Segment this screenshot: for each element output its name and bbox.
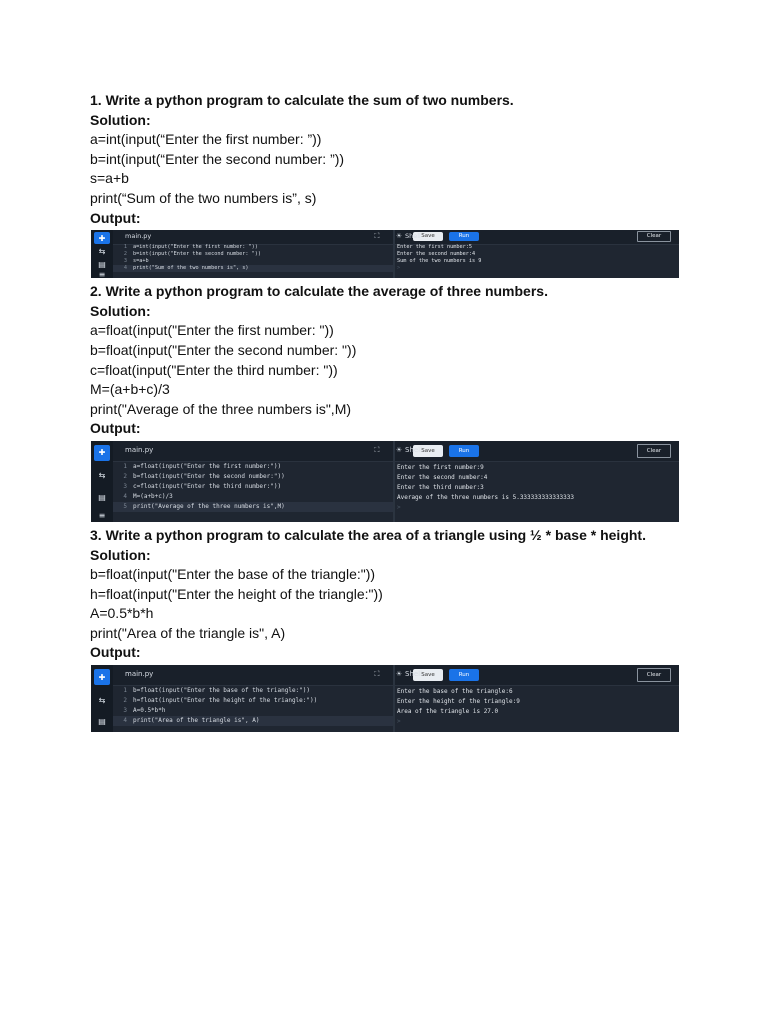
shell-line: Enter the base of the triangle:6: [397, 688, 513, 696]
shell-prompt[interactable]: >: [397, 265, 401, 272]
python-icon[interactable]: ✚: [94, 669, 110, 685]
ide-toolbar: [113, 665, 679, 686]
shell-line: Enter the second number:4: [397, 473, 488, 481]
q2-code-line: print("Average of the three numbers is",M): [90, 400, 352, 417]
menu-icon[interactable]: ≡: [98, 269, 106, 279]
shell-line: Enter the height of the triangle:9: [397, 698, 520, 706]
shell-tab: Shell: [405, 445, 423, 454]
editor-line[interactable]: 2 b=int(input("Enter the second number: ")): [123, 251, 262, 258]
ide-sidebar: [91, 665, 113, 732]
q3-code-line: b=float(input("Enter the base of the triangle:")): [90, 566, 376, 583]
clear-button[interactable]: Clear: [637, 444, 671, 458]
fullscreen-icon[interactable]: ⛶: [374, 670, 380, 679]
q1-solution-label: Solution:: [90, 111, 151, 128]
shell-output[interactable]: [397, 244, 675, 278]
pane-divider[interactable]: [393, 665, 395, 732]
clear-button[interactable]: Clear: [637, 231, 671, 242]
q2-code-line: M=(a+b+c)/3: [90, 381, 170, 398]
editor-line[interactable]: 2 h=float(input("Enter the height of the triangle:")): [123, 697, 318, 705]
editor-line[interactable]: 2 b=float(input("Enter the second number:")): [123, 472, 285, 480]
clear-button[interactable]: Clear: [637, 668, 671, 682]
q1-code-line: a=int(input(“Enter the first number: ”)): [90, 131, 322, 148]
q3-title: 3. Write a python program to calculate the area of a triangle using ½ * base * height.: [90, 526, 646, 543]
ide-sidebar: [91, 230, 113, 278]
shell-line: Average of the three numbers is 5.333333333333333: [397, 493, 575, 501]
editor-line[interactable]: 4 M=(a+b+c)/3: [123, 492, 173, 500]
save-button[interactable]: Save: [413, 445, 443, 457]
run-button[interactable]: Run: [449, 445, 479, 457]
shell-line: Enter the third number:3: [397, 483, 484, 491]
shell-line: Sum of the two numbers is 9: [397, 258, 482, 265]
code-editor[interactable]: [113, 462, 393, 522]
theme-icon[interactable]: ☀: [395, 670, 403, 679]
editor-line[interactable]: 1 a=int(input("Enter the first number: ")): [123, 244, 258, 251]
q2-solution-label: Solution:: [90, 302, 151, 319]
q3-output-label: Output:: [90, 644, 141, 661]
q2-code-line: a=float(input("Enter the first number: ")): [90, 322, 334, 339]
q2-ide-screenshot: [91, 441, 679, 522]
file-tab[interactable]: main.py: [125, 670, 154, 679]
theme-icon[interactable]: ☀: [395, 445, 403, 454]
shell-prompt[interactable]: >: [397, 718, 401, 726]
shell-tab: Shell: [405, 670, 423, 679]
q2-code-line: c=float(input("Enter the third number: ")): [90, 361, 338, 378]
shell-line: Area of the triangle is 27.0: [397, 708, 499, 716]
code-editor[interactable]: [113, 686, 393, 732]
document-page: [90, 91, 690, 732]
pane-divider[interactable]: [393, 230, 395, 278]
shuffle-icon[interactable]: ⇆: [98, 695, 106, 705]
shell-line: Enter the first number:5: [397, 244, 472, 251]
run-button[interactable]: Run: [449, 232, 479, 241]
fullscreen-icon[interactable]: ⛶: [374, 445, 380, 454]
ide-toolbar: [113, 441, 679, 462]
menu-icon[interactable]: ≡: [98, 511, 106, 521]
q3-solution-label: Solution:: [90, 546, 151, 563]
q3-ide-screenshot: [91, 665, 679, 732]
q1-title: 1. Write a python program to calculate the sum of two numbers.: [90, 92, 514, 108]
editor-line[interactable]: 5 print("Average of the three numbers is",M): [113, 502, 393, 512]
pane-divider[interactable]: [393, 441, 395, 522]
editor-line[interactable]: 3 A=0.5*b*h: [123, 707, 166, 715]
save-button[interactable]: Save: [413, 669, 443, 681]
code-editor[interactable]: [113, 244, 393, 278]
q2-code-line: b=float(input("Enter the second number: ")): [90, 341, 357, 358]
editor-line[interactable]: 3 c=float(input("Enter the third number:")): [123, 482, 282, 490]
q3-code-line: print("Area of the triangle is", A): [90, 624, 286, 641]
q1-code-line: b=int(input(“Enter the second number: ”)): [90, 150, 345, 167]
editor-line[interactable]: 4 print("Area of the triangle is", A): [113, 716, 393, 726]
shell-line: Enter the first number:9: [397, 463, 484, 471]
shell-output[interactable]: [397, 687, 675, 732]
editor-line[interactable]: 1 a=float(input("Enter the first number:")): [123, 462, 282, 470]
q1-code-line: s=a+b: [90, 170, 129, 187]
editor-line[interactable]: 4 print("Sum of the two numbers is", s): [113, 265, 393, 272]
theme-icon[interactable]: ☀: [395, 232, 403, 241]
python-icon[interactable]: ✚: [94, 232, 110, 244]
q1-output-label: Output:: [90, 209, 141, 226]
ide-sidebar: [91, 441, 113, 522]
shuffle-icon[interactable]: ⇆: [98, 246, 106, 256]
editor-line[interactable]: 1 b=float(input("Enter the base of the triangle:")): [123, 687, 311, 695]
editor-line[interactable]: 3 s=a+b: [123, 258, 149, 265]
shell-output[interactable]: [397, 463, 675, 522]
ide-toolbar: [113, 230, 679, 245]
fullscreen-icon[interactable]: ⛶: [374, 232, 380, 241]
file-tab[interactable]: main.py: [125, 232, 152, 241]
save-button[interactable]: Save: [413, 232, 443, 241]
q2-output-label: Output:: [90, 420, 141, 437]
file-icon[interactable]: ▤: [98, 259, 106, 269]
shell-prompt[interactable]: >: [397, 503, 401, 511]
shell-tab: Shell: [405, 232, 421, 241]
q3-code-line: A=0.5*b*h: [90, 605, 154, 622]
shell-line: Enter the second number:4: [397, 251, 476, 258]
shuffle-icon[interactable]: ⇆: [98, 471, 106, 481]
q3-code-line: h=float(input("Enter the height of the triangle:")): [90, 585, 383, 602]
q2-title: 2. Write a python program to calculate the average of three numbers.: [90, 283, 548, 300]
python-icon[interactable]: ✚: [94, 445, 110, 461]
run-button[interactable]: Run: [449, 669, 479, 681]
file-icon[interactable]: ▤: [98, 493, 106, 503]
q1-code-line: print(“Sum of the two numbers is”, s): [90, 189, 317, 206]
file-tab[interactable]: main.py: [125, 445, 154, 454]
file-icon[interactable]: ▤: [98, 716, 106, 726]
q1-ide-screenshot: [91, 230, 679, 278]
